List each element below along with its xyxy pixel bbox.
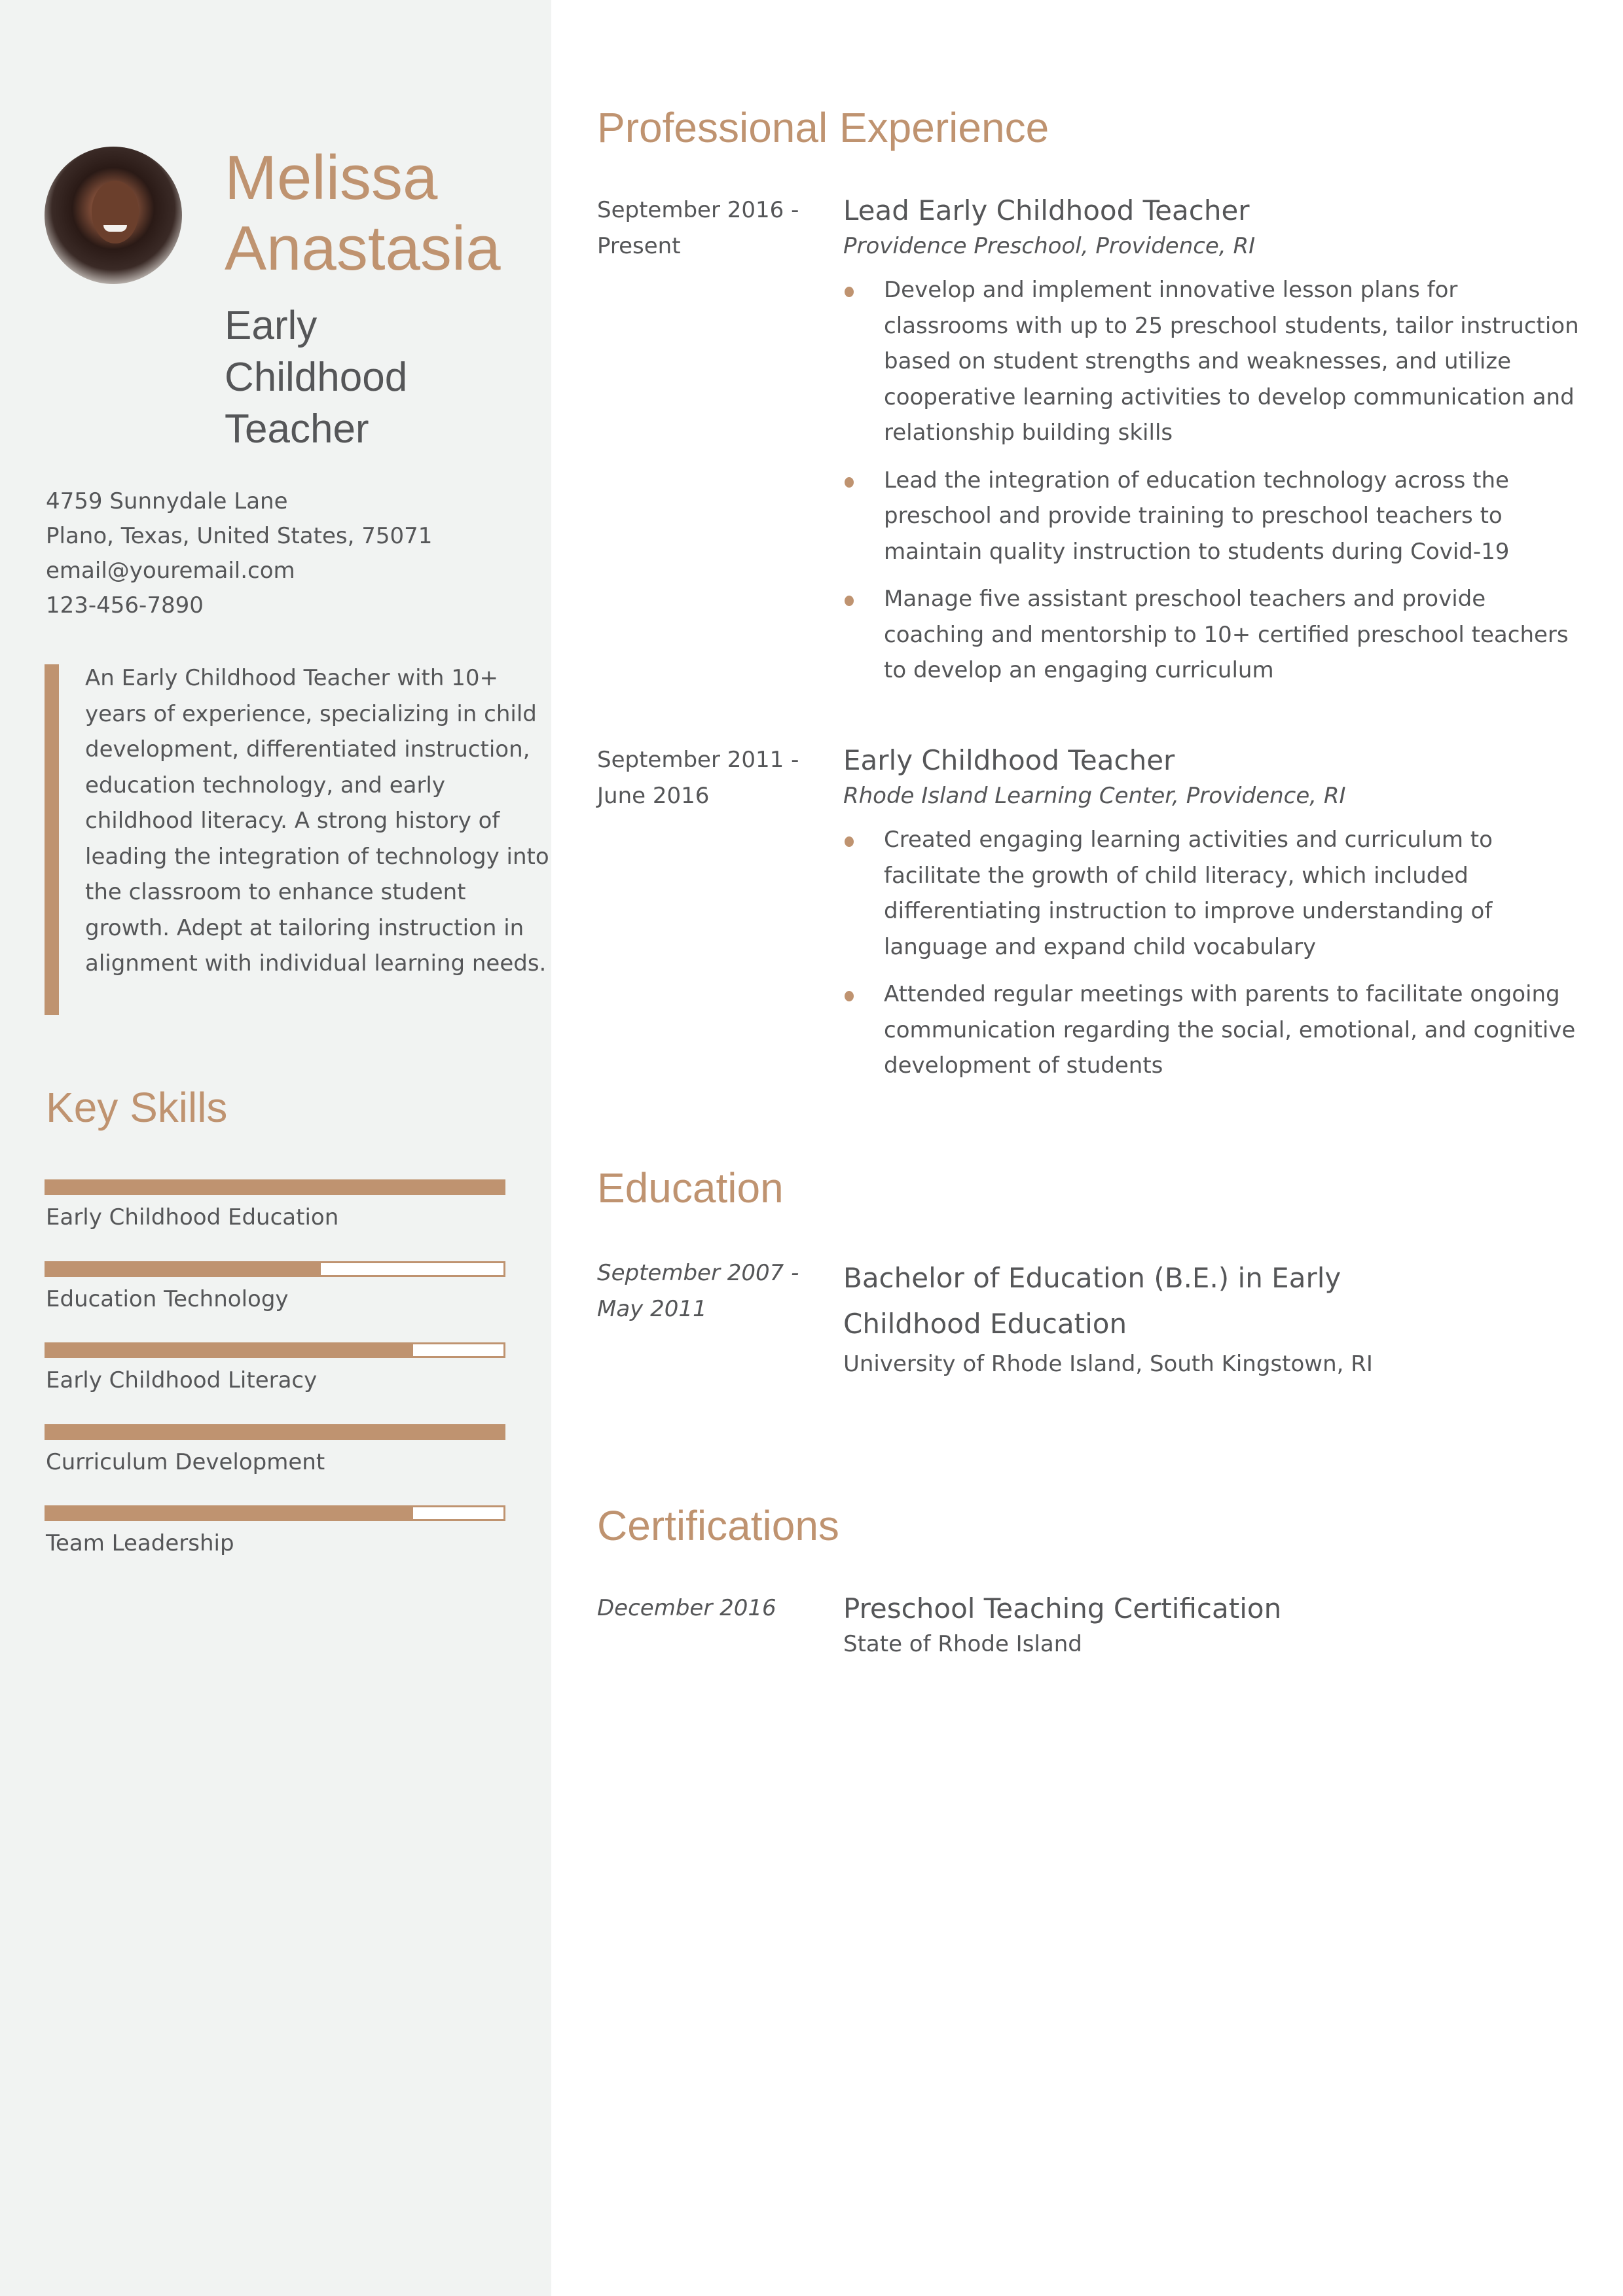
responsibility-item <box>843 822 1579 965</box>
candidate-name <box>225 143 539 284</box>
job-title-heading <box>225 300 486 455</box>
position-title: Lead Early Childhood Teacher <box>843 194 1250 226</box>
date-start: September 2007 - <box>597 1260 799 1286</box>
certification-body <box>843 1590 1579 1661</box>
certification-issuer: State of Rhode Island <box>843 1631 1082 1657</box>
skill-item <box>45 1179 505 1261</box>
date-end: Present <box>597 233 681 259</box>
employer: Rhode Island Learning Center, Providence, RI <box>843 783 1346 809</box>
responsibility-text: Lead the integration of education technology across the preschool and provide training to preschool teachers to maintain quality instruction to students during Covid-19 <box>884 467 1510 565</box>
skill-item <box>45 1261 505 1343</box>
experience-body <box>843 742 1579 1096</box>
date-end: June 2016 <box>597 783 710 809</box>
skill-bar-fill <box>45 1342 413 1358</box>
education-heading: Education <box>597 1164 784 1211</box>
school-name: University of Rhode Island, South Kingstown, RI <box>843 1351 1373 1377</box>
skill-label: Team Leadership <box>46 1530 234 1556</box>
profile-photo <box>45 147 182 284</box>
bullet-icon <box>845 477 854 488</box>
experience-date <box>597 742 820 814</box>
experience-date <box>597 192 820 264</box>
sidebar <box>0 0 551 2296</box>
first-name: Melissa <box>225 143 438 213</box>
skill-label: Early Childhood Education <box>46 1204 339 1230</box>
skill-bar-fill <box>45 1424 505 1440</box>
responsibility-text: Attended regular meetings with parents to facilitate ongoing communication regarding the social, emotional, and cognitive development of students <box>884 981 1576 1079</box>
responsibility-text: Created engaging learning activities and curriculum to facilitate the growth of child literacy, which included differentiating instruction to improve understanding of language and expand child vocabulary <box>884 827 1493 960</box>
role-line: Teacher <box>225 406 369 452</box>
certifications-heading: Certifications <box>597 1502 839 1549</box>
role-line: Early <box>225 303 318 348</box>
skill-bar-fill <box>45 1179 505 1195</box>
skills-list <box>45 1179 505 1587</box>
skill-label: Education Technology <box>46 1285 289 1312</box>
experience-body <box>843 192 1579 700</box>
skill-label: Early Childhood Literacy <box>46 1367 318 1393</box>
profile-photo-face <box>92 181 139 243</box>
responsibility-text: Develop and implement innovative lesson plans for classrooms with up to 25 preschool students, tailor instruction based on student strengths and weaknesses, and utilize cooperative learning activities to develop communication and relationship building skills <box>884 277 1579 446</box>
bullet-icon <box>845 991 854 1001</box>
skill-bar-fill <box>45 1261 321 1277</box>
responsibilities-list <box>843 822 1579 1084</box>
degree-title: Bachelor of Education (B.E.) in Early Childhood Education <box>843 1262 1341 1340</box>
last-name: Anastasia <box>225 213 501 283</box>
phone-number: 123-456-7890 <box>46 592 204 619</box>
contact-info <box>46 484 530 623</box>
summary-text: An Early Childhood Teacher with 10+ years of experience, specializing in child development, differentiated instruction, education technology, and early childhood literacy. A strong history of leading the integration of technology into the classroom to enhance student growth. Adept at tailoring instruction in alignment with individual learning needs. <box>85 665 549 977</box>
responsibility-item <box>843 272 1579 451</box>
education-date <box>597 1255 820 1327</box>
certification-date: December 2016 <box>597 1595 776 1621</box>
responsibility-text: Manage five assistant preschool teachers and provide coaching and mentorship to 10+ certified preschool teachers to develop an engaging curriculum <box>884 586 1569 683</box>
profile-summary <box>45 664 549 1015</box>
employer: Providence Preschool, Providence, RI <box>843 233 1256 259</box>
education-body <box>843 1255 1472 1381</box>
bullet-icon <box>845 596 854 606</box>
address-line-1: 4759 Sunnydale Lane <box>46 488 288 514</box>
role-line: Childhood <box>225 355 408 400</box>
skill-item <box>45 1342 505 1424</box>
position-title: Early Childhood Teacher <box>843 744 1175 776</box>
email-link[interactable]: email@youremail.com <box>46 558 295 584</box>
key-skills-heading: Key Skills <box>46 1084 228 1131</box>
skill-bar-fill <box>45 1505 413 1521</box>
profile-photo-smile <box>103 225 127 232</box>
bullet-icon <box>845 836 854 847</box>
responsibility-item <box>843 463 1579 570</box>
responsibilities-list <box>843 272 1579 689</box>
bullet-icon <box>845 287 854 297</box>
certification-name: Preschool Teaching Certification <box>843 1592 1282 1624</box>
summary-accent-bar <box>45 664 59 1015</box>
date-start: September 2016 - <box>597 197 799 223</box>
skill-item <box>45 1505 505 1587</box>
date-start: September 2011 - <box>597 747 799 773</box>
address-line-2: Plano, Texas, United States, 75071 <box>46 523 433 549</box>
responsibility-item <box>843 977 1579 1084</box>
skill-item <box>45 1424 505 1506</box>
responsibility-item <box>843 581 1579 689</box>
experience-heading: Professional Experience <box>597 104 1049 151</box>
skill-label: Curriculum Development <box>46 1448 325 1475</box>
date-end: May 2011 <box>597 1296 707 1322</box>
